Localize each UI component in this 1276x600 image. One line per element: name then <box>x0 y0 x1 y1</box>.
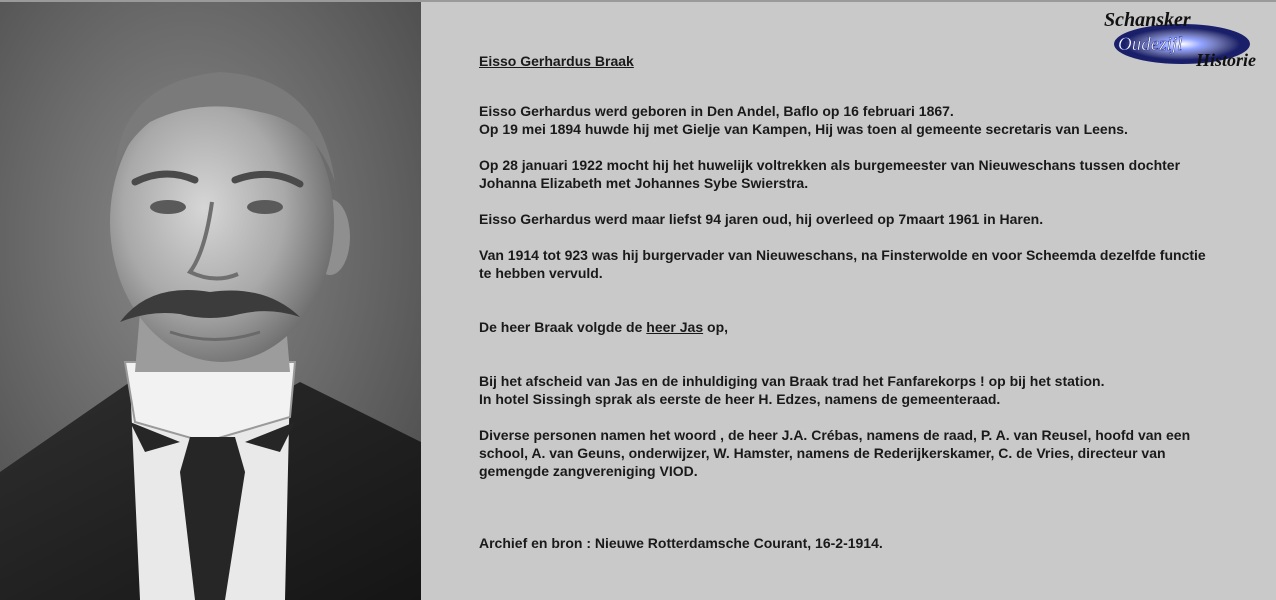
text-line: Op 19 mei 1894 huwde hij met Gielje van Kampen, Hij was toen al gemeente secretaris van Leens. <box>479 121 1128 137</box>
text-line: In hotel Sissingh sprak als eerste de heer H. Edzes, namens de gemeenteraad. <box>479 391 1001 407</box>
text-line: Op 28 januari 1922 mocht hij het huwelijk voltrekken als burgemeester van Nieuweschans tussen dochter <box>479 157 1181 173</box>
paragraph-birth <box>479 102 1264 138</box>
article-title: Eisso Gerhardus Braak <box>479 53 634 69</box>
logo-text-1: Schansker <box>1104 9 1191 31</box>
text-line: gemengde zangvereniging VIOD. <box>479 463 698 479</box>
text-line: school, A. van Geuns, onderwijzer, W. Hamster, namens de Rederijkerskamer, C. de Vries, directeur van <box>479 445 1166 461</box>
paragraph-farewell <box>479 372 1264 408</box>
text-line: Van 1914 tot 923 was hij burgervader van Nieuweschans, na Finsterwolde en voor Scheemda dezelfde functie <box>479 247 1206 263</box>
text-line: Eisso Gerhardus werd geboren in Den Andel, Baflo op 16 februari 1867. <box>479 103 954 119</box>
paragraph-wedding <box>479 156 1264 192</box>
logo-text-3: Historie <box>1196 50 1257 70</box>
portrait-illustration <box>0 2 421 600</box>
text-line: te hebben vervuld. <box>479 265 603 281</box>
article-body <box>479 52 1264 552</box>
paragraph-mayor <box>479 246 1264 282</box>
paragraph-speakers <box>479 426 1264 480</box>
text-line: Bij het afscheid van Jas en de inhuldiging van Braak trad het Fanfarekorps ! op bij het station. <box>479 373 1105 389</box>
portrait-photo <box>0 2 421 600</box>
logo-text-2: Oudezijl <box>1118 34 1183 55</box>
heer-jas-link[interactable]: heer Jas <box>646 319 704 335</box>
source-note: Archief en bron : Nieuwe Rotterdamsche Courant, 16-2-1914. <box>479 535 883 551</box>
text-span: op, <box>703 319 729 335</box>
text-line: Johanna Elizabeth met Johannes Sybe Swierstra. <box>479 175 809 191</box>
paragraph-death: Eisso Gerhardus werd maar liefst 94 jaren oud, hij overleed op 7maart 1961 in Haren. <box>479 211 1044 227</box>
text-span: De heer Braak volgde de <box>479 319 647 335</box>
paragraph-successor <box>479 318 1264 336</box>
text-line: Diverse personen namen het woord , de heer J.A. Crébas, namens de raad, P. A. van Reusel, hoofd van een <box>479 427 1191 443</box>
